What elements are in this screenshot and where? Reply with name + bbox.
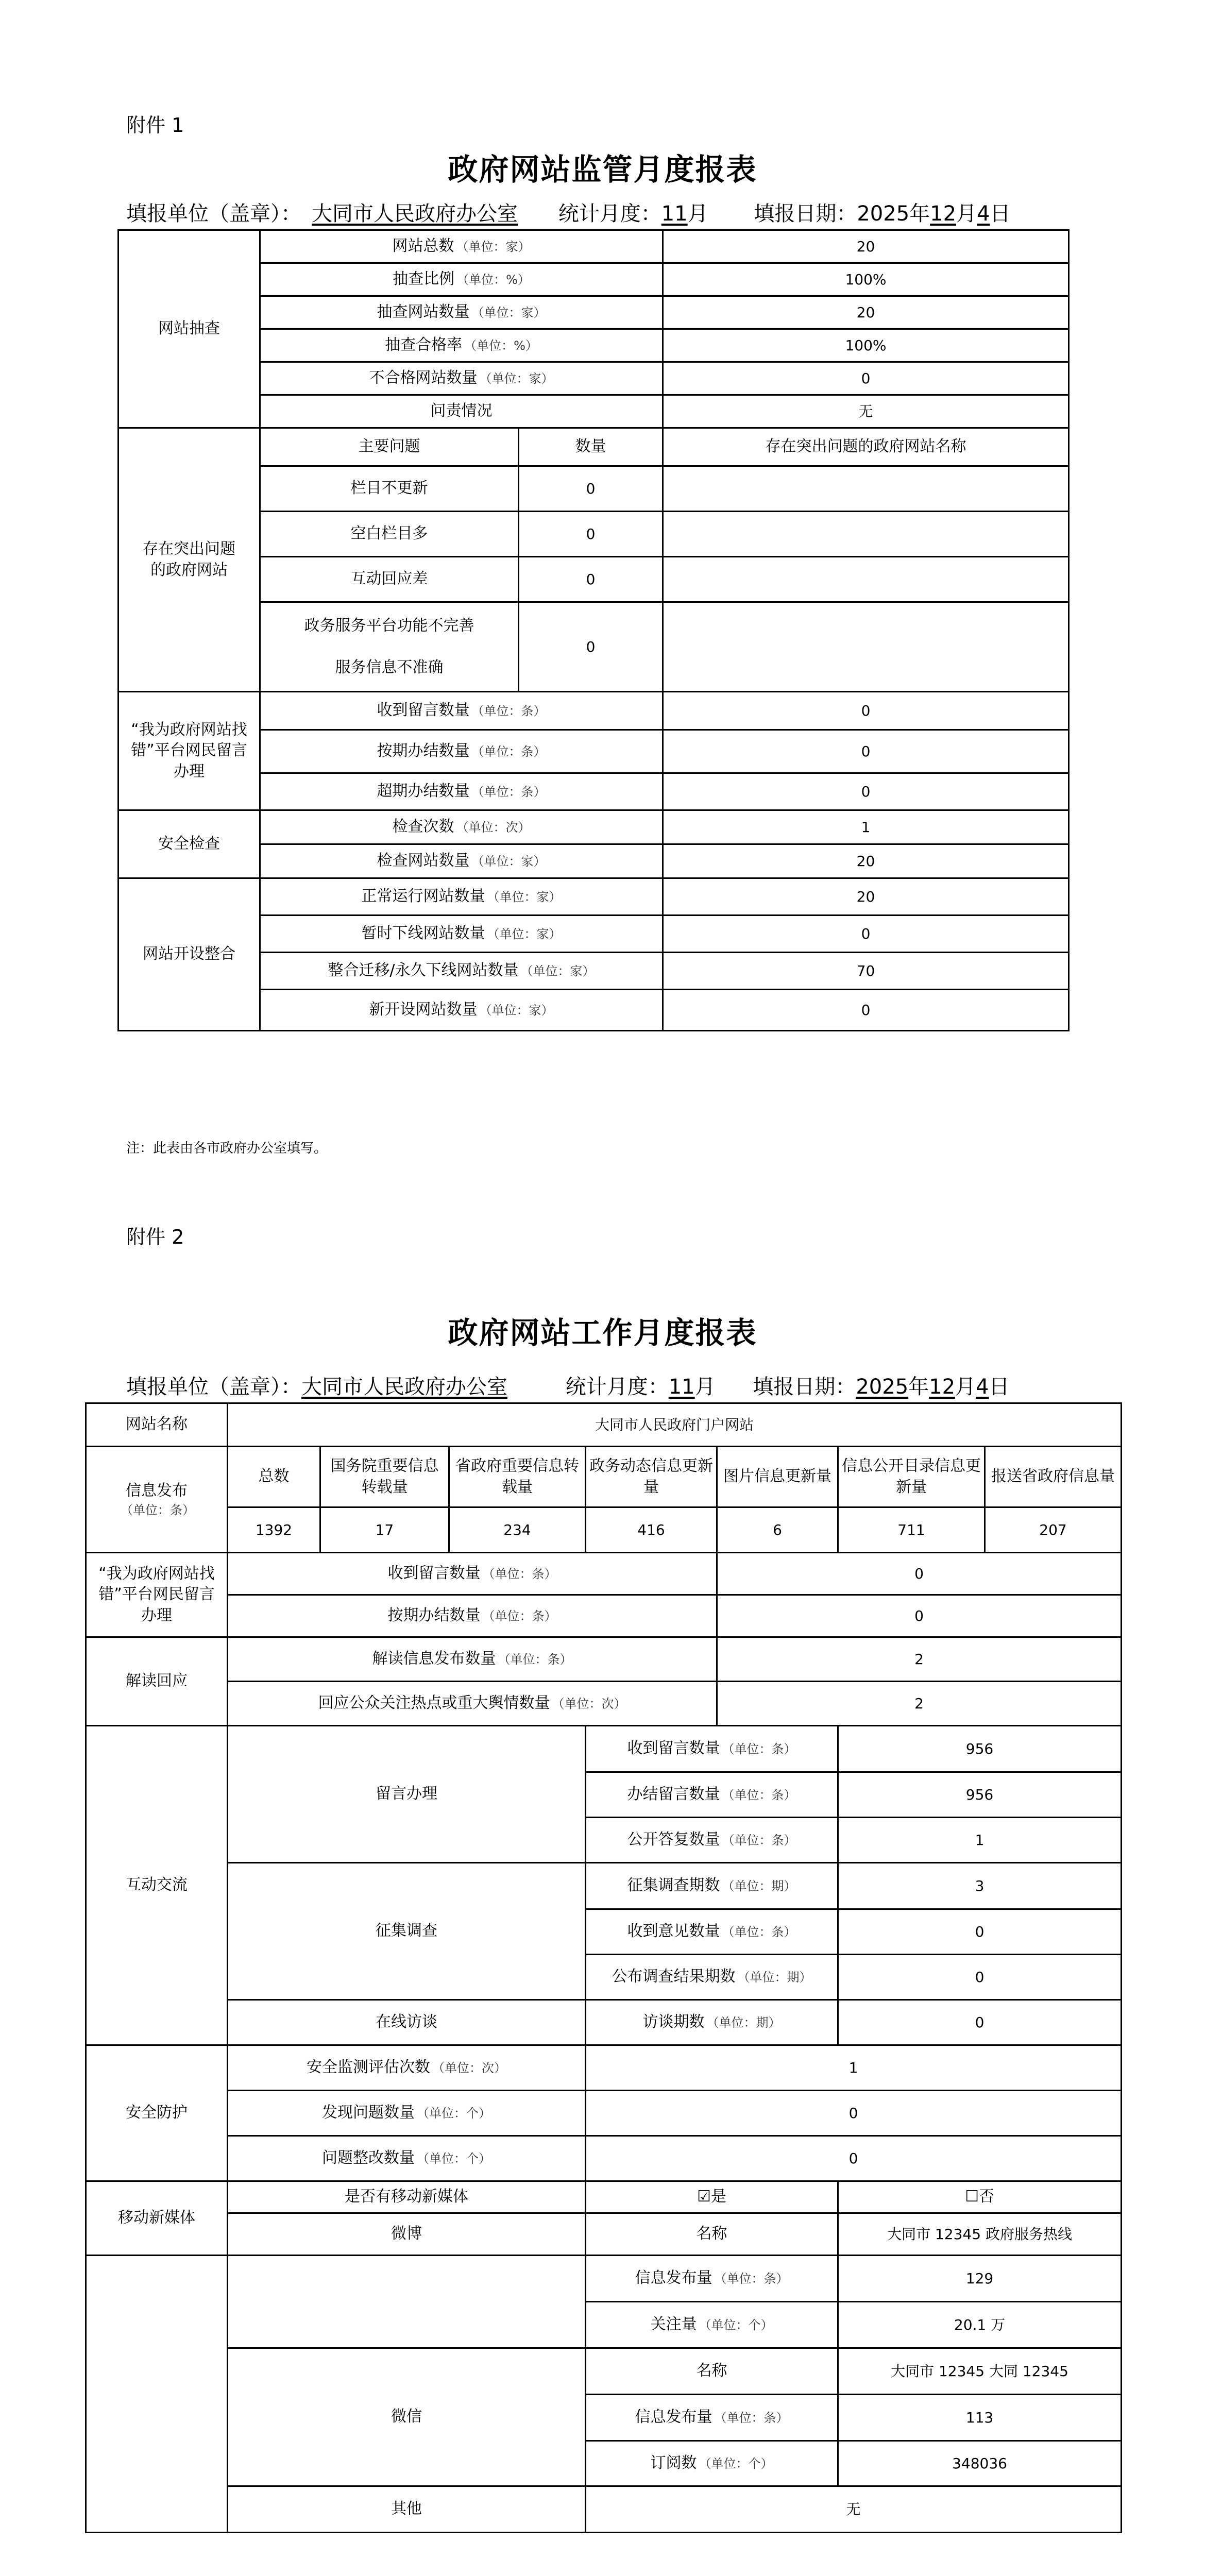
weibo-label-top: 微博 xyxy=(228,2213,586,2256)
wechat-name-value: 大同市 12345 大同 12345 xyxy=(838,2348,1122,2395)
security2-label: 安全防护 xyxy=(86,2045,228,2181)
value-pass-rate: 100% xyxy=(663,329,1069,362)
annex1-note: 注：此表由各市政府办公室填写。 xyxy=(126,1141,328,1156)
value-fe-overdue: 0 xyxy=(663,773,1069,810)
info-label: 信息发布 （单位：条） xyxy=(86,1447,228,1553)
names-empty-2 xyxy=(663,512,1069,557)
info-value-news: 416 xyxy=(586,1507,717,1553)
msg-done: 办结留言数量 （单位：条） xyxy=(586,1772,838,1818)
info-header-images: 图片信息更新量 xyxy=(717,1447,838,1507)
value-blank: 0 xyxy=(519,512,663,557)
day: 4 xyxy=(977,202,990,226)
row-ratio: 抽查比例 （单位：%） xyxy=(260,263,663,296)
value-service: 0 xyxy=(519,602,663,692)
media-no: ☐否 xyxy=(838,2181,1122,2213)
msg-done-value: 956 xyxy=(838,1772,1122,1818)
info-header-total: 总数 xyxy=(228,1447,320,1507)
wechat-subs: 订阅数 （单位：个） xyxy=(586,2441,838,2486)
issue-blank: 空白栏目多 xyxy=(260,512,519,557)
month-label: 统计月度： xyxy=(558,202,661,226)
annex1-label: 附件 1 xyxy=(126,114,184,137)
interpret-hotspots-value: 2 xyxy=(717,1682,1122,1726)
row-accountability: 问责情况 xyxy=(260,395,663,428)
value-response: 0 xyxy=(519,557,663,602)
fe2-ontime-value: 0 xyxy=(717,1595,1122,1637)
sec2-evals-value: 1 xyxy=(586,2045,1122,2091)
names-empty-4 xyxy=(663,602,1069,692)
survey-results-value: 0 xyxy=(838,1955,1122,2000)
month2-suffix: 月 xyxy=(956,202,977,226)
info-value-images: 6 xyxy=(717,1507,838,1553)
annex2-table xyxy=(85,1402,1122,2533)
info-header-disclosure: 信息公开目录信息更新量 xyxy=(838,1447,985,1507)
row-failed: 不合格网站数量 （单位：家） xyxy=(260,362,663,395)
info-header-submitted: 报送省政府信息量 xyxy=(985,1447,1122,1507)
info-header-province: 省政府重要信息转载量 xyxy=(449,1447,586,1507)
weibo-blank xyxy=(228,2256,586,2348)
names-empty-1 xyxy=(663,466,1069,512)
media-blank xyxy=(86,2256,228,2533)
survey-periods: 征集调查期数 （单位：期） xyxy=(586,1863,838,1909)
month-value: 11 xyxy=(668,1375,695,1399)
value-accountability: 无 xyxy=(663,395,1069,428)
survey-results: 公布调查结果期数 （单位：期） xyxy=(586,1955,838,2000)
media-yes: ☑是 xyxy=(586,2181,838,2213)
value-sec-sites: 20 xyxy=(663,844,1069,878)
msg-received: 收到留言数量 （单位：条） xyxy=(586,1726,838,1772)
fe2-ontime: 按期办结数量 （单位：条） xyxy=(228,1595,717,1637)
value-not-updated: 0 xyxy=(519,466,663,512)
msg-received-value: 956 xyxy=(838,1726,1122,1772)
issue-not-updated: 栏目不更新 xyxy=(260,466,519,512)
wechat-name-label: 名称 xyxy=(586,2348,838,2395)
msg-public-value: 1 xyxy=(838,1818,1122,1863)
value-new: 0 xyxy=(663,990,1069,1031)
month-label: 统计月度： xyxy=(565,1375,669,1399)
annex2-meta xyxy=(126,1370,1010,1400)
unit-value: 大同市人民政府办公室 xyxy=(312,202,518,226)
day: 4 xyxy=(976,1375,989,1399)
site-name-value: 大同市人民政府门户网站 xyxy=(228,1403,1122,1447)
year: 2025 xyxy=(856,1375,909,1399)
interpret-docs: 解读信息发布数量 （单位：条） xyxy=(228,1637,717,1682)
section-problems: 存在突出问题的政府网站 xyxy=(118,428,260,692)
info-value-total: 1392 xyxy=(228,1507,320,1553)
names-empty-3 xyxy=(663,557,1069,602)
interpret-docs-value: 2 xyxy=(717,1637,1122,1682)
value-offline: 0 xyxy=(663,916,1069,953)
weibo-followers: 关注量 （单位：个） xyxy=(586,2302,838,2348)
header-count: 数量 xyxy=(519,428,663,466)
interpret-label: 解读回应 xyxy=(86,1637,228,1726)
weibo-name-value: 大同市 12345 政府服务热线 xyxy=(838,2213,1122,2256)
row-sec-sites: 检查网站数量 （单位：家） xyxy=(260,844,663,878)
value-merged: 70 xyxy=(663,953,1069,990)
section-finderr: “我为政府网站找错”平台网民留言办理 xyxy=(118,692,260,810)
row-sec-times: 检查次数 （单位：次） xyxy=(260,810,663,844)
value-sec-times: 1 xyxy=(663,810,1069,844)
weibo-name-label: 名称 xyxy=(586,2213,838,2256)
month-suffix: 月 xyxy=(687,202,708,226)
sec2-evals: 安全监测评估次数 （单位：次） xyxy=(228,2045,586,2091)
month-suffix: 月 xyxy=(694,1375,716,1399)
unit-value: 大同市人民政府办公室 xyxy=(301,1375,507,1399)
messages-label: 留言办理 xyxy=(228,1726,586,1863)
year: 2025 xyxy=(857,202,910,226)
info-header-news: 政务动态信息更新量 xyxy=(586,1447,717,1507)
day-suffix: 日 xyxy=(990,202,1011,226)
sec2-found-value: 0 xyxy=(586,2091,1122,2136)
wechat-subs-value: 348036 xyxy=(838,2441,1122,2486)
issue-response: 互动回应差 xyxy=(260,557,519,602)
annex1-table xyxy=(117,229,1070,1031)
row-normal: 正常运行网站数量 （单位：家） xyxy=(260,878,663,916)
row-checked: 抽查网站数量 （单位：家） xyxy=(260,296,663,329)
row-new: 新开设网站数量 （单位：家） xyxy=(260,990,663,1031)
annex2-label: 附件 2 xyxy=(126,1226,184,1248)
date-label: 填报日期： xyxy=(753,1375,856,1399)
month-value: 11 xyxy=(661,202,688,226)
interview-label: 在线访谈 xyxy=(228,2000,586,2045)
info-value-disclosure: 711 xyxy=(838,1507,985,1553)
value-ratio: 100% xyxy=(663,263,1069,296)
info-value-province: 234 xyxy=(449,1507,586,1553)
unit-label: 填报单位（盖章）： xyxy=(126,202,301,226)
row-fe-overdue: 超期办结数量 （单位：条） xyxy=(260,773,663,810)
section-security: 安全检查 xyxy=(118,810,260,878)
survey-opinions: 收到意见数量 （单位：条） xyxy=(586,1909,838,1955)
wechat-label: 微信 xyxy=(228,2348,586,2486)
annex1-title: 政府网站监管月度报表 xyxy=(448,152,757,187)
value-failed: 0 xyxy=(663,362,1069,395)
month2: 12 xyxy=(929,1375,956,1399)
fe2-label: “我为政府网站找错”平台网民留言办理 xyxy=(86,1553,228,1637)
row-fe-ontime: 按期办结数量 （单位：条） xyxy=(260,730,663,773)
section-reform: 网站开设整合 xyxy=(118,878,260,1031)
survey-label: 征集调查 xyxy=(228,1863,586,2000)
sec2-found: 发现问题数量 （单位：个） xyxy=(228,2091,586,2136)
row-merged: 整合迁移/永久下线网站数量 （单位：家） xyxy=(260,953,663,990)
weibo-followers-value: 20.1 万 xyxy=(838,2302,1122,2348)
survey-periods-value: 3 xyxy=(838,1863,1122,1909)
issue-service: 政务服务平台功能不完善 服务信息不准确 xyxy=(260,602,519,692)
value-checked: 20 xyxy=(663,296,1069,329)
row-total-sites: 网站总数 （单位：家） xyxy=(260,230,663,263)
annex2-title: 政府网站工作月度报表 xyxy=(448,1315,757,1350)
wechat-posts-value: 113 xyxy=(838,2395,1122,2441)
weibo-posts: 信息发布量 （单位：条） xyxy=(586,2256,838,2302)
info-value-state: 17 xyxy=(320,1507,449,1553)
media-has: 是否有移动新媒体 xyxy=(228,2181,586,2213)
interview-periods-value: 0 xyxy=(838,2000,1122,2045)
value-fe-received: 0 xyxy=(663,692,1069,730)
header-issue: 主要问题 xyxy=(260,428,519,466)
value-total-sites: 20 xyxy=(663,230,1069,263)
value-normal: 20 xyxy=(663,878,1069,916)
survey-opinions-value: 0 xyxy=(838,1909,1122,1955)
day-suffix: 日 xyxy=(989,1375,1010,1399)
month2-suffix: 月 xyxy=(955,1375,976,1399)
row-fe-received: 收到留言数量 （单位：条） xyxy=(260,692,663,730)
fe2-received-value: 0 xyxy=(717,1553,1122,1595)
interaction-label: 互动交流 xyxy=(86,1726,228,2045)
sec2-fixed-value: 0 xyxy=(586,2136,1122,2181)
row-pass-rate: 抽查合格率 （单位：%） xyxy=(260,329,663,362)
interview-periods: 访谈期数 （单位：期） xyxy=(586,2000,838,2045)
header-names: 存在突出问题的政府网站名称 xyxy=(663,428,1069,466)
other-label: 其他 xyxy=(228,2486,586,2533)
annex1-meta xyxy=(126,197,1011,227)
year-suffix: 年 xyxy=(909,202,930,226)
interpret-hotspots: 回应公众关注热点或重大舆情数量 （单位：次） xyxy=(228,1682,717,1726)
other-value: 无 xyxy=(586,2486,1122,2533)
month2: 12 xyxy=(930,202,957,226)
unit-label: 填报单位（盖章）： xyxy=(126,1375,301,1399)
weibo-posts-value: 129 xyxy=(838,2256,1122,2302)
info-header-state: 国务院重要信息转载量 xyxy=(320,1447,449,1507)
date-label: 填报日期： xyxy=(754,202,857,226)
media-label: 移动新媒体 xyxy=(86,2181,228,2256)
section-spot-check: 网站抽查 xyxy=(118,230,260,428)
value-fe-ontime: 0 xyxy=(663,730,1069,773)
fe2-received: 收到留言数量 （单位：条） xyxy=(228,1553,717,1595)
info-value-submitted: 207 xyxy=(985,1507,1122,1553)
msg-public: 公开答复数量 （单位：条） xyxy=(586,1818,838,1863)
year-suffix: 年 xyxy=(908,1375,929,1399)
sec2-fixed: 问题整改数量 （单位：个） xyxy=(228,2136,586,2181)
wechat-posts: 信息发布量 （单位：条） xyxy=(586,2395,838,2441)
site-name-label: 网站名称 xyxy=(86,1403,228,1447)
row-offline: 暂时下线网站数量 （单位：家） xyxy=(260,916,663,953)
